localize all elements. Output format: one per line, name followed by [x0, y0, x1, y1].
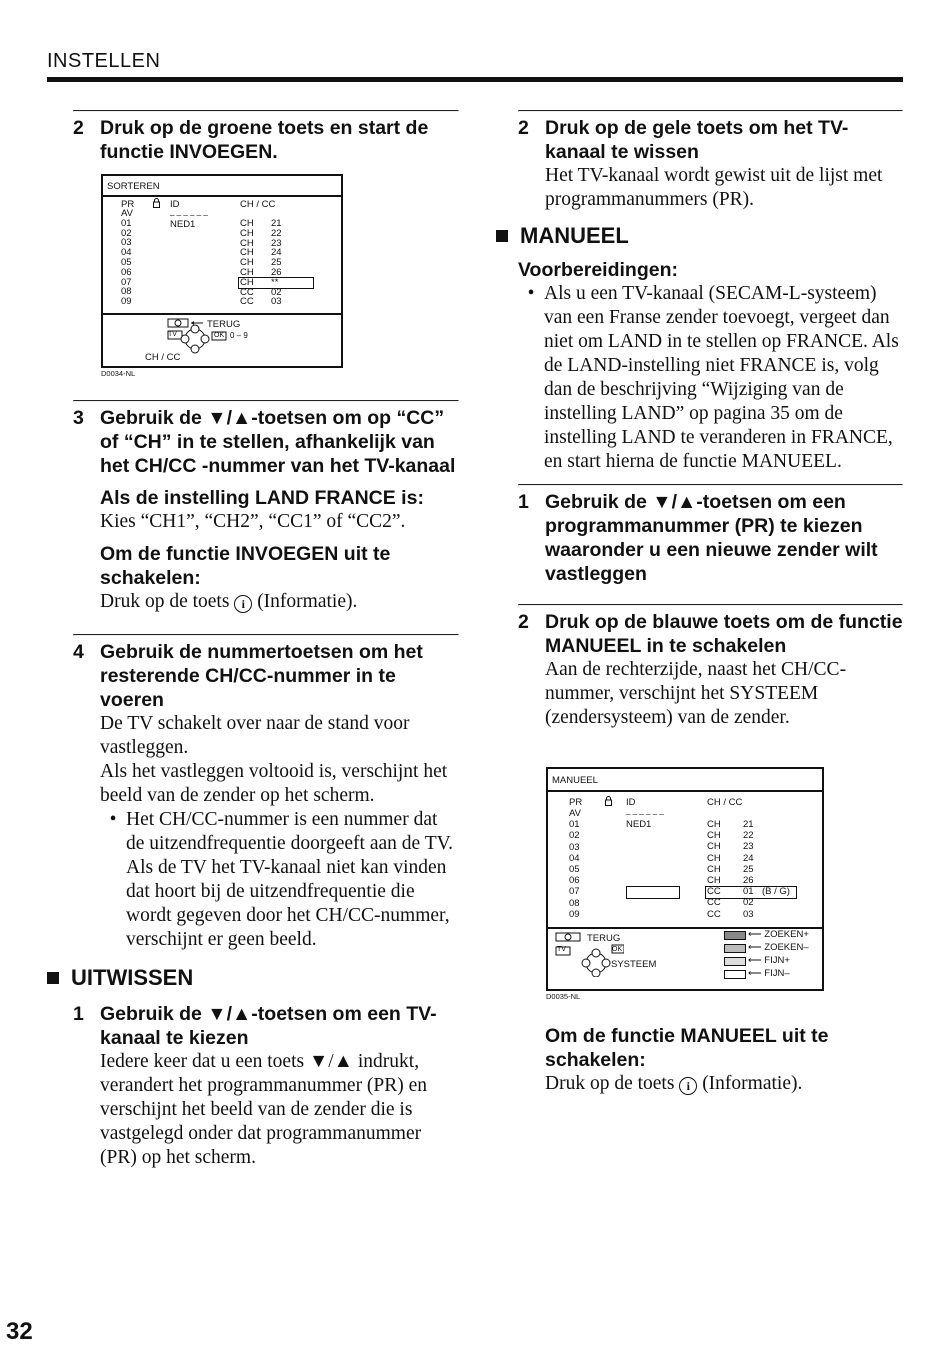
step-3-body-2: Druk op de toets i (Informatie). [100, 591, 358, 612]
blue-key-icon [724, 970, 746, 979]
right-step-2-heading: 2 Druk op de gele toets om het TV-kanaal te wissen [518, 117, 849, 163]
manueel-step-2-body: Aan de rechterzijde, naast het CH/CC-nummer, verschijnt het SYSTEEM (zendersysteem) van de zender. [545, 659, 847, 728]
right-step-2-body: Het TV-kanaal wordt gewist uit de lijst met programmanummers (PR). [545, 165, 883, 210]
step-3-subhead-1: Als de instelling LAND FRANCE is: [100, 487, 424, 509]
id-input-box [626, 886, 680, 899]
step-3-subhead-2: Om de functie INVOEGEN uit te schakelen: [100, 543, 391, 589]
page-number: 32 [6, 1318, 33, 1345]
step-4-heading: 4 Gebruik de nummertoetsen om het resterende CH/CC-nummer in te voeren [73, 641, 423, 711]
red-key-icon [724, 931, 746, 940]
screen-title: MANUEEL [552, 775, 598, 786]
pr-list: AV 01 02 03 04 05 06 07 08 09 [121, 208, 133, 308]
divider [73, 110, 459, 112]
range-label: 0 – 9 [230, 331, 248, 340]
chcc-label: CH / CC [145, 352, 181, 363]
systeem-label: SYSTEEM [611, 959, 657, 970]
yellow-key-icon [724, 957, 746, 966]
num-list: 21 22 23 24 25 26 01 02 03 [743, 819, 754, 920]
step-3-heading: 3 Gebruik de ▼/▲-toetsen om op “CC” of “CH” in te stellen, afhankelijk van het CH/CC -nummer van het TV-kanaal [73, 407, 456, 477]
green-key-icon [724, 944, 746, 953]
info-icon: i [679, 1077, 697, 1095]
header-rule [47, 77, 903, 82]
divider [518, 604, 903, 606]
screen-divider [548, 790, 822, 792]
lock-icon [605, 796, 612, 809]
tv-label: TV [557, 946, 566, 953]
info-icon: i [234, 595, 252, 613]
zoeken-min-label: ⟵ ZOEKEN– [748, 942, 809, 953]
manueel-step-2-heading: 2 Druk op de blauwe toets om de functie MANUEEL in te schakelen [518, 611, 903, 657]
fijn-plus-label: ⟵ FIJN+ [748, 955, 790, 966]
id-dashes: _ _ _ _ _ _ [170, 207, 208, 216]
id-ned1: NED1 [170, 219, 196, 230]
right-column-lower [518, 1016, 903, 1096]
selected-row-box [238, 277, 314, 289]
manueel-heading: MANUEEL [496, 222, 903, 250]
col-chcc: CH / CC [707, 797, 743, 808]
id-ned1: NED1 [626, 819, 652, 830]
zoeken-plus-label: ⟵ ZOEKEN+ [748, 929, 809, 940]
lock-icon [153, 198, 160, 211]
col-chcc: CH / CC [240, 199, 276, 210]
left-column [73, 110, 459, 164]
manueel-off-subhead: Om de functie MANUEEL uit te schakelen: [545, 1025, 829, 1071]
num-list: 21 22 23 24 25 26 ** 02 03 [271, 218, 282, 308]
step-4-body-1: De TV schakelt over naar de stand voor vastleggen. [100, 713, 410, 758]
manueel-screen [546, 767, 824, 991]
screen-divider [103, 195, 341, 197]
left-column-lower [73, 400, 459, 1170]
uitwissen-step-1-body: Iedere keer dat u een toets ▼/▲ indrukt, verandert het programmanummer (PR) en verschijnt het beeld van de zender die is vastgelegd onder dat programmanummer (PR) op het scherm. [100, 1051, 428, 1168]
pr-list: AV 01 02 03 04 05 06 07 08 09 [569, 808, 581, 920]
uitwissen-heading: UITWISSEN [47, 964, 459, 992]
col-id: ID [170, 199, 180, 210]
id-dashes: _ _ _ _ _ _ [626, 806, 664, 815]
divider [73, 634, 459, 636]
chcc-list: CH CH CH CH CH CH CC CC CC [707, 819, 721, 920]
tv-label: TV [168, 331, 177, 338]
page-header-title: INSTELLEN [47, 50, 161, 72]
col-id: ID [626, 797, 636, 808]
uitwissen-step-1-heading: 1 Gebruik de ▼/▲-toetsen om een TV-kanaal te kiezen [73, 1003, 437, 1049]
screen-divider-2 [103, 313, 341, 315]
divider [518, 484, 903, 486]
fijn-min-label: ⟵ FIJN– [748, 968, 790, 979]
screen-title: SORTEREN [107, 181, 160, 192]
col-pr: PR [569, 797, 583, 808]
step-3-body-1: Kies “CH1”, “CH2”, “CC1” of “CC2”. [100, 511, 406, 532]
ok-label: OK [214, 332, 225, 339]
figure-code: D0034-NL [101, 369, 136, 378]
divider [518, 110, 903, 112]
step-4-bullet: • Het CH/CC-nummer is een nummer dat de uitzendfrequentie doorgeeft aan de TV. Als de TV het TV-kanaal niet kan vinden dat hoort bij de uitzendfrequentie die wordt gegeven door het CH/CC-nummer, verschijnt er geen beeld. [109, 809, 454, 950]
sorteren-screen [101, 174, 343, 368]
figure-code: D0035-NL [546, 992, 581, 1001]
chcc-list: CH CH CH CH CH CH CH CC CC [240, 218, 254, 308]
ok-label: OK [612, 946, 623, 953]
manueel-off-body: Druk op de toets i (Informatie). [545, 1073, 803, 1094]
prep-bullet: • Als u een TV-kanaal (SECAM-L-systeem) van een Franse zender toevoegt, vergeet dan niet om LAND in te stellen op FRANCE. Als de LAND-instelling niet FRANCE is, volg dan de beschrijving “Wijziging van de instelling LAND” op pagina 35 om de instelling LAND te veranderen in FRANCE, en start hierna de functie MANUEEL. [527, 283, 899, 472]
step-4-body-2: Als het vastleggen voltooid is, verschijnt het beeld van de zender op het scherm. [100, 761, 448, 806]
step-2-heading: 2 Druk op de groene toets en start de functie INVOEGEN. [73, 117, 429, 163]
terug-label: TERUG [587, 933, 621, 944]
prep-title: Voorbereidingen: [518, 259, 678, 281]
square-bullet-icon [496, 230, 508, 242]
divider [73, 400, 459, 402]
selected-row-box [705, 886, 797, 899]
right-column [518, 110, 903, 730]
terug-label: TERUG [207, 319, 241, 330]
col-pr: PR [121, 199, 135, 210]
square-bullet-icon [47, 972, 59, 984]
manueel-step-1-heading: 1 Gebruik de ▼/▲-toetsen om een programmanummer (PR) te kiezen waaronder u een nieuwe zender wilt vastleggen [518, 491, 878, 585]
system-label: (B / G) [762, 886, 790, 897]
